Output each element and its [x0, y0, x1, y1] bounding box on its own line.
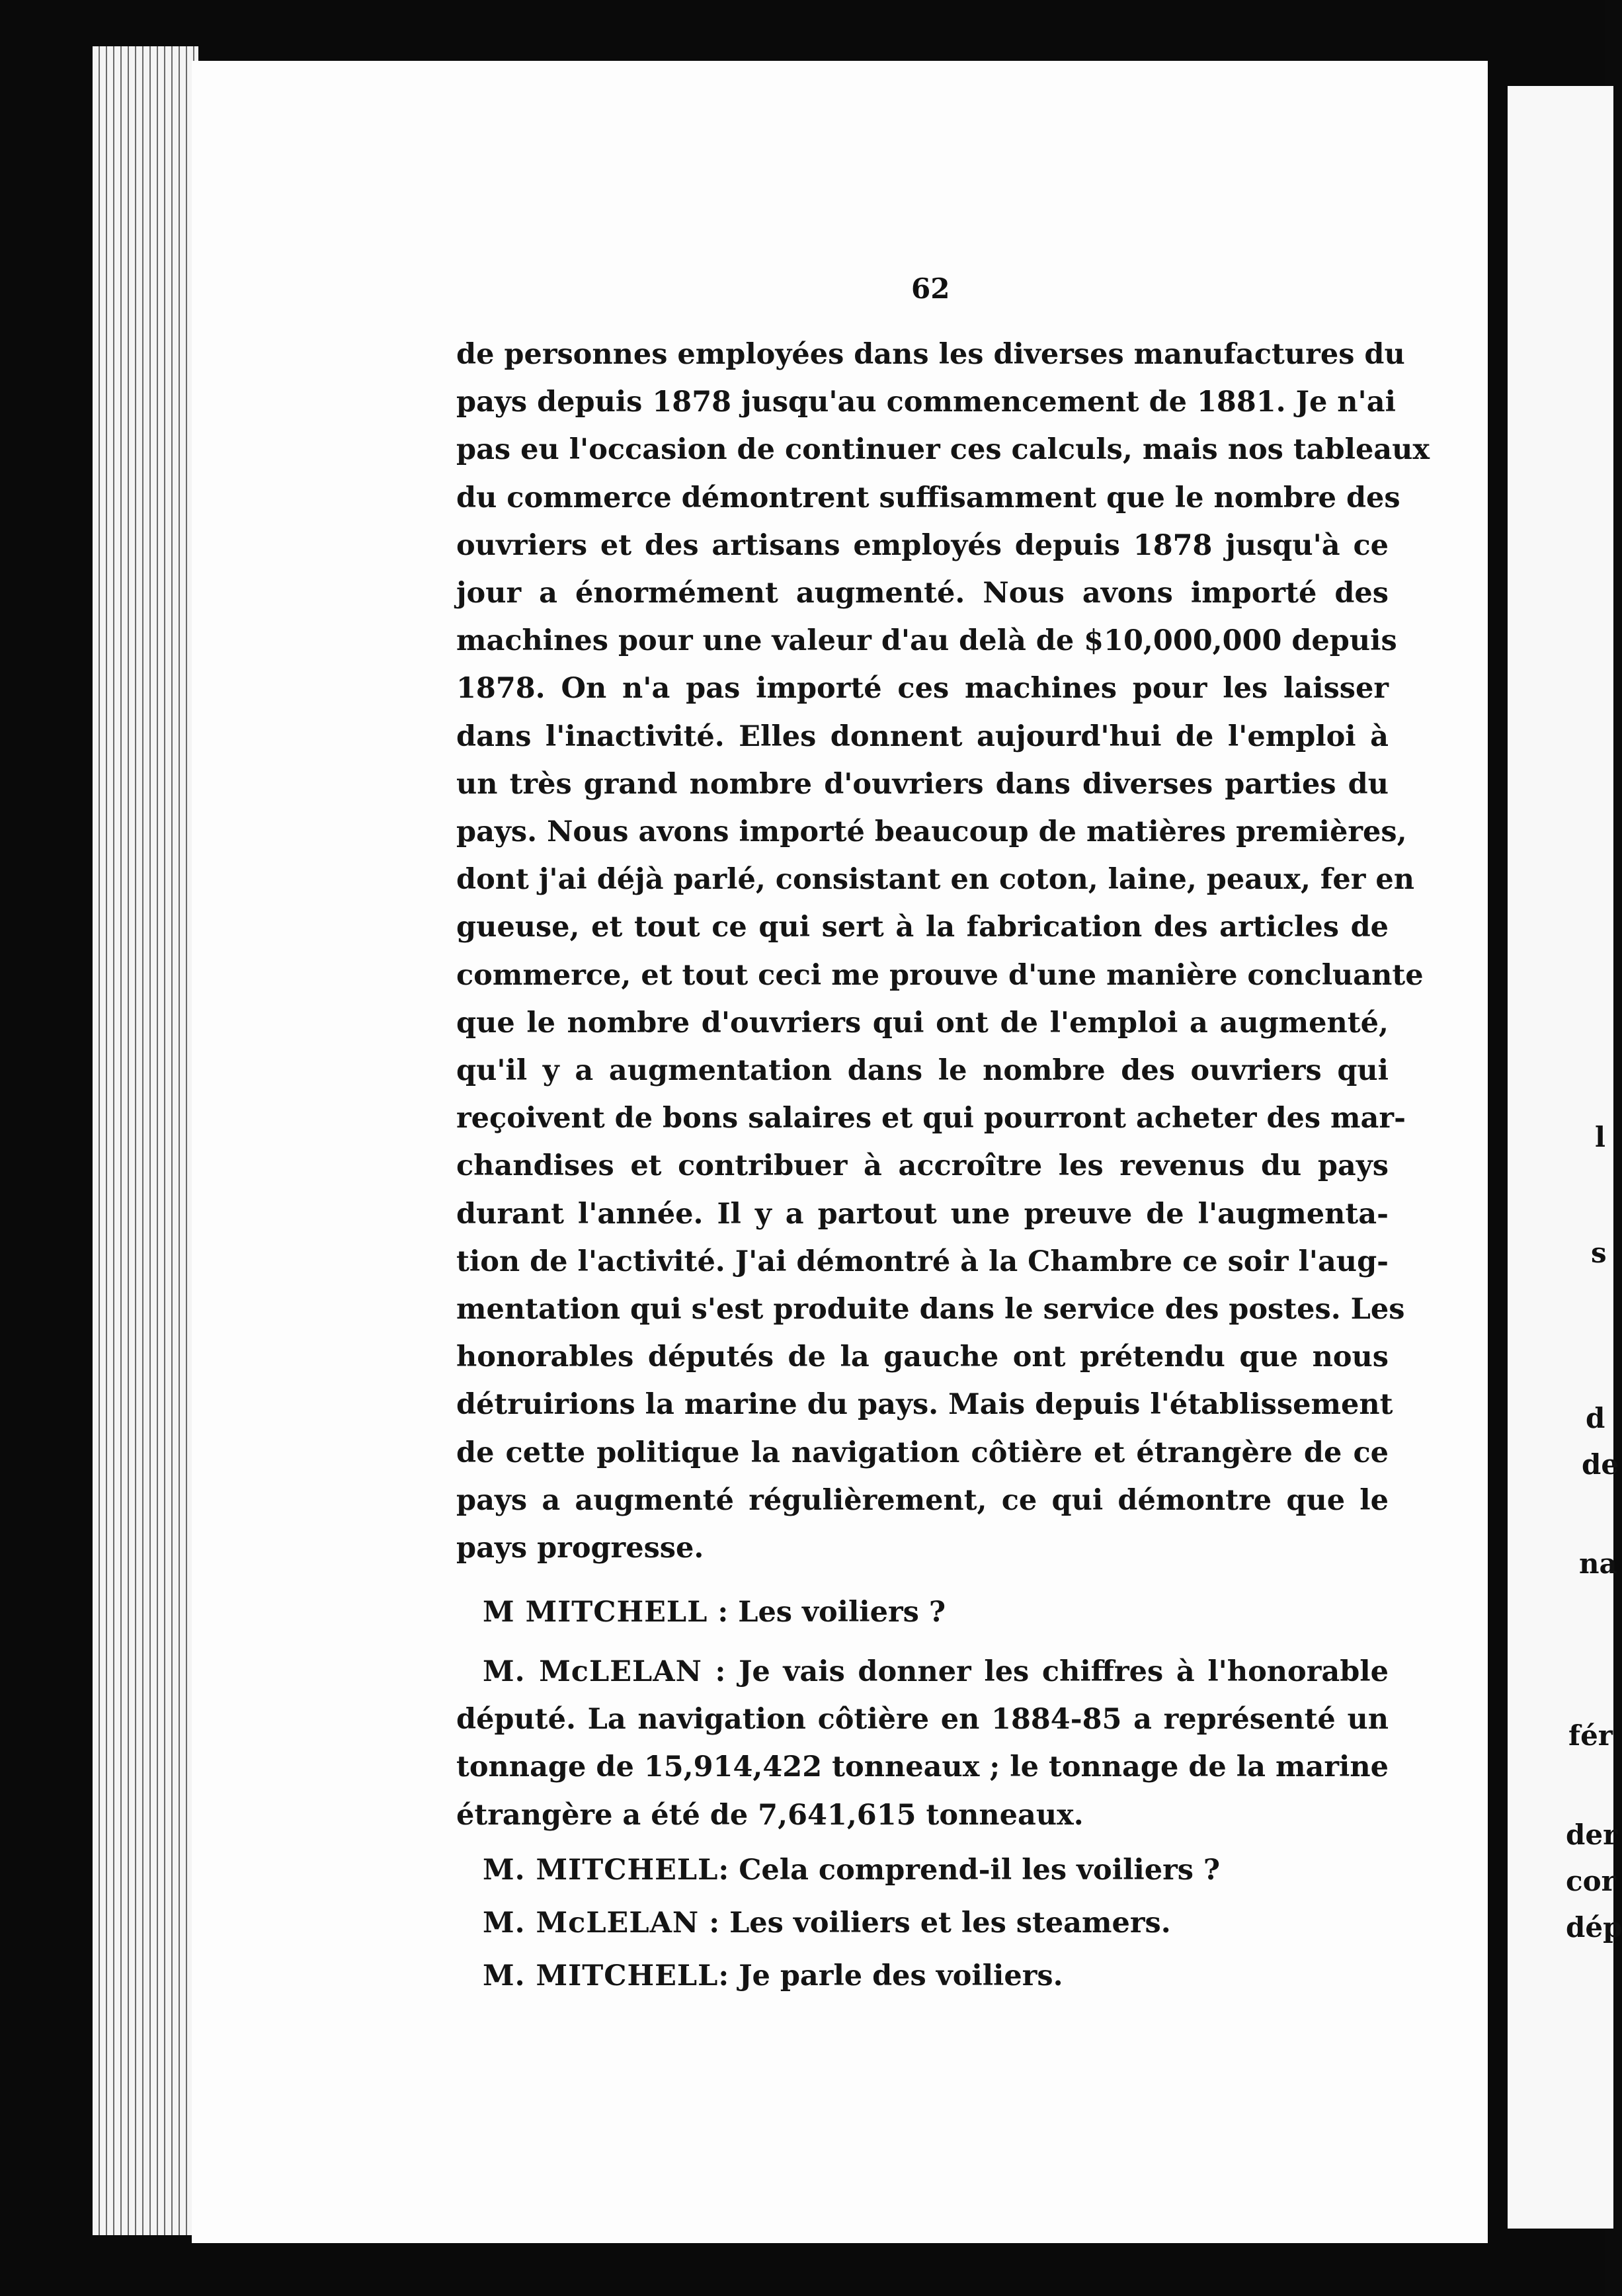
text-line: pays depuis 1878 jusqu'au commencement de 1881. Je n'ai	[456, 386, 1396, 419]
adjacent-fragment: dép	[1566, 1911, 1622, 1944]
speaker-name: M MITCHELL	[483, 1596, 708, 1629]
adjacent-fragment: cor	[1566, 1865, 1616, 1897]
text-line: reçoivent de bons salaires et qui pourront acheter des mar-	[456, 1102, 1406, 1135]
adjacent-fragment: d	[1586, 1402, 1605, 1434]
speech-text: Les voiliers et les steamers.	[729, 1906, 1171, 1940]
adjacent-fragment: der	[1566, 1819, 1618, 1851]
dialogue-entry: M MITCHELL : Les voiliers ?	[483, 1596, 946, 1629]
text-line: pas eu l'occasion de continuer ces calculs, mais nos tableaux	[456, 433, 1430, 467]
body-paragraph	[456, 331, 1430, 1572]
speech-text: Je vais donner les chiffres à l'honorable	[739, 1655, 1389, 1688]
text-line: commerce, et tout ceci me prouve d'une manière concluante	[456, 958, 1424, 992]
text-line: qu'il y a augmentation dans le nombre des ouvriers qui	[456, 1054, 1389, 1088]
speech-text: Les voiliers ?	[738, 1596, 946, 1629]
speaker-name: M. McLELAN	[483, 1906, 700, 1940]
speaker-name: M. McLELAN	[483, 1655, 702, 1688]
text-line: honorables députés de la gauche ont prétendu que nous	[456, 1340, 1389, 1374]
text-line: mentation qui s'est produite dans le service des postes. Les	[456, 1293, 1405, 1327]
speech-text: Cela comprend-il les voiliers ?	[739, 1854, 1221, 1887]
dialogue-entry: M. McLELAN : Les voiliers et les steamers.	[483, 1906, 1171, 1940]
dialogue-entry: M. McLELAN : Je vais donner les chiffres à l'honorable député. La navigation côtière en 1884-85 a représenté un tonnage de 15,914,422 tonneaux ; le tonnage de la marine étrangère a été de 7,641,615 tonneaux.	[456, 1648, 1389, 1839]
text-line: pays a augmenté régulièrement, ce qui démontre que le	[456, 1483, 1389, 1517]
speaker-name: M. MITCHELL	[483, 1959, 719, 1992]
text-line: de cette politique la navigation côtière et étrangère de ce	[456, 1436, 1389, 1469]
dialogue-entry: M. MITCHELL: Je parle des voiliers.	[483, 1959, 1063, 1992]
text-line: un très grand nombre d'ouvriers dans diverses parties du	[456, 767, 1389, 801]
text-line: dans l'inactivité. Elles donnent aujourd'hui de l'emploi à	[456, 719, 1389, 753]
dialogue-entry: M. MITCHELL: Cela comprend-il les voiliers ?	[483, 1854, 1221, 1887]
text-line: détruirions la marine du pays. Mais depuis l'établissement	[456, 1388, 1393, 1422]
text-line: tion de l'activité. J'ai démontré à la Chambre ce soir l'aug-	[456, 1245, 1389, 1278]
text-line: du commerce démontrent suffisamment que le nombre des	[456, 481, 1400, 514]
adjacent-fragment: de	[1582, 1448, 1619, 1481]
page-edges	[93, 46, 198, 2235]
speech-line: étrangère a été de 7,641,615 tonneaux.	[456, 1798, 1084, 1832]
text-line: pays progresse.	[456, 1532, 704, 1565]
text-line: ouvriers et des artisans employés depuis 1878 jusqu'à ce	[456, 528, 1389, 562]
page-number: 62	[911, 272, 950, 305]
adjacent-fragment: s	[1591, 1237, 1607, 1269]
text-line: pays. Nous avons importé beaucoup de matières premières,	[456, 815, 1407, 849]
speech-text: Je parle des voiliers.	[739, 1959, 1063, 1992]
adjacent-fragment: na	[1579, 1547, 1617, 1580]
text-line: dont j'ai déjà parlé, consistant en coton, laine, peaux, fer en	[456, 863, 1414, 897]
text-line: chandises et contribuer à accroître les revenus du pays	[456, 1149, 1389, 1183]
adjacent-fragment: l	[1595, 1121, 1605, 1153]
speech-line: député. La navigation côtière en 1884-85 a représenté un	[456, 1703, 1389, 1737]
adjacent-fragment: fér	[1568, 1719, 1613, 1752]
text-line: machines pour une valeur d'au delà de $10,000,000 depuis	[456, 624, 1397, 658]
text-line: gueuse, et tout ce qui sert à la fabrication des articles de	[456, 911, 1389, 944]
speaker-name: M. MITCHELL	[483, 1854, 719, 1887]
text-line: que le nombre d'ouvriers qui ont de l'emploi a augmenté,	[456, 1006, 1389, 1040]
text-line: jour a énormément augmenté. Nous avons importé des	[456, 577, 1389, 610]
adjacent-page	[1508, 86, 1622, 2229]
speech-line: tonnage de 15,914,422 tonneaux ; le tonnage de la marine	[456, 1750, 1389, 1784]
text-line: 1878. On n'a pas importé ces machines pour les laisser	[456, 672, 1389, 706]
text-line: durant l'année. Il y a partout une preuve de l'augmenta-	[456, 1197, 1389, 1231]
text-line: de personnes employées dans les diverses manufactures du	[456, 338, 1405, 371]
